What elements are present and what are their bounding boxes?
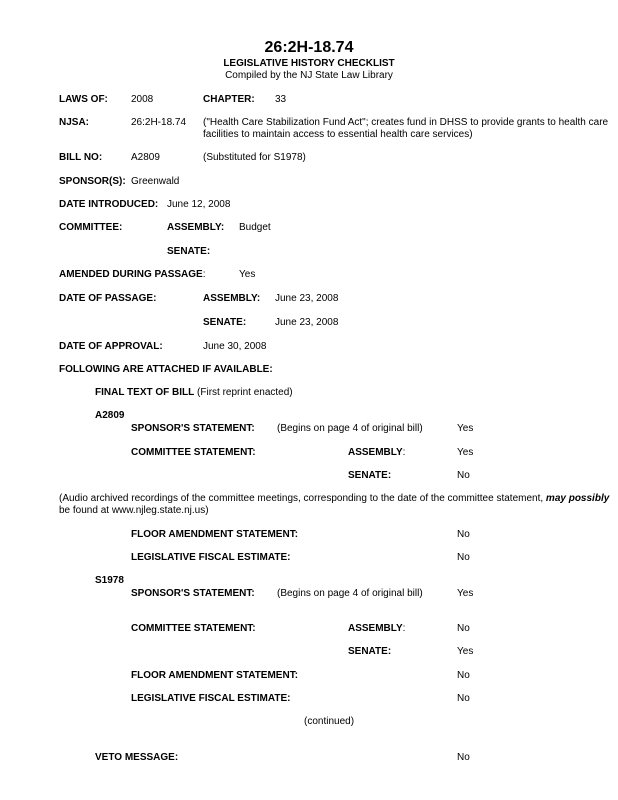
s1978-committee-assembly-label: ASSEMBLY: [348, 623, 403, 634]
s1978-heading: S1978: [95, 575, 124, 586]
s1978-fiscal-estimate-value: No: [457, 693, 470, 704]
date-introduced-label: DATE INTRODUCED:: [59, 199, 159, 210]
s1978-sponsor-statement-note: (Begins on page 4 of original bill): [277, 588, 423, 599]
a2809-committee-statement-label: COMMITTEE STATEMENT:: [131, 447, 256, 458]
s1978-floor-amendment-label: FLOOR AMENDMENT STATEMENT:: [131, 670, 299, 681]
committee-assembly-label: ASSEMBLY:: [167, 222, 225, 233]
committee-label: COMMITTEE:: [59, 222, 123, 233]
following-attached-heading: FOLLOWING ARE ATTACHED IF AVAILABLE:: [59, 364, 273, 375]
bill-no-note: (Substituted for S1978): [203, 152, 306, 163]
s1978-fiscal-estimate-label: LEGISLATIVE FISCAL ESTIMATE:: [131, 693, 291, 704]
date-of-passage-label: DATE OF PASSAGE:: [59, 293, 157, 304]
a2809-sponsor-statement-value: Yes: [457, 423, 474, 434]
s1978-committee-assembly-colon: :: [402, 623, 406, 634]
passage-assembly-value: June 23, 2008: [275, 293, 339, 304]
s1978-floor-amendment-value: No: [457, 670, 470, 681]
final-text-label: FINAL TEXT OF BILL: [95, 387, 195, 398]
a2809-sponsor-statement-note: (Begins on page 4 of original bill): [277, 423, 423, 434]
s1978-sponsor-statement-label: SPONSOR'S STATEMENT:: [131, 588, 255, 599]
s1978-committee-senate-value: Yes: [457, 646, 474, 657]
continued-note: (continued): [304, 716, 355, 727]
njsa-description-line2: facilities to maintain access to essential health care services): [203, 129, 473, 140]
audio-note-emphasis: may possibly: [545, 493, 610, 504]
bill-no-label: BILL NO:: [59, 152, 103, 163]
final-text-note: (First reprint enacted): [197, 387, 293, 398]
a2809-fiscal-estimate-value: No: [457, 552, 470, 563]
amended-value: Yes: [239, 269, 256, 280]
veto-message-value: No: [457, 752, 470, 763]
s1978-committee-assembly-row: [348, 623, 405, 635]
s1978-sponsor-statement-value: Yes: [457, 588, 474, 599]
a2809-committee-senate-value: No: [457, 470, 470, 481]
amended-label: AMENDED DURING PASSAGE: [59, 269, 203, 280]
a2809-committee-assembly-colon: :: [402, 447, 406, 458]
audio-note-line2: be found at www.njleg.state.nj.us): [59, 505, 209, 516]
njsa-value: 26:2H-18.74: [131, 117, 187, 128]
date-of-approval-value: June 30, 2008: [203, 341, 267, 352]
passage-senate-value: June 23, 2008: [275, 317, 339, 328]
s1978-committee-senate-label: SENATE:: [348, 646, 392, 657]
a2809-committee-assembly-row: [348, 447, 405, 459]
laws-of-value: 2008: [131, 94, 154, 105]
committee-senate-label: SENATE:: [167, 246, 211, 257]
laws-of-label: LAWS OF:: [59, 94, 108, 105]
chapter-value: 33: [275, 94, 287, 105]
njsa-label: NJSA:: [59, 117, 90, 128]
date-of-approval-label: DATE OF APPROVAL:: [59, 341, 163, 352]
amended-label-row: [59, 269, 206, 281]
a2809-committee-assembly-label: ASSEMBLY: [348, 447, 403, 458]
bill-no-value: A2809: [131, 152, 160, 163]
page-title: 26:2H-18.74: [264, 39, 354, 56]
sponsors-label: SPONSOR(S):: [59, 176, 126, 187]
njsa-description-line1: ("Health Care Stabilization Fund Act"; creates fund in DHSS to provide grants to health care: [203, 117, 609, 128]
amended-colon: :: [202, 269, 206, 280]
chapter-label: CHAPTER:: [203, 94, 255, 105]
audio-note-line1: [59, 493, 609, 505]
compiled-by: Compiled by the NJ State Law Library: [225, 70, 393, 81]
veto-message-label: VETO MESSAGE:: [95, 752, 179, 763]
a2809-floor-amendment-label: FLOOR AMENDMENT STATEMENT:: [131, 529, 299, 540]
committee-assembly-value: Budget: [239, 222, 271, 233]
page-subtitle: LEGISLATIVE HISTORY CHECKLIST: [223, 58, 395, 69]
sponsors-value: Greenwald: [131, 176, 180, 187]
a2809-fiscal-estimate-label: LEGISLATIVE FISCAL ESTIMATE:: [131, 552, 291, 563]
a2809-committee-assembly-value: Yes: [457, 447, 474, 458]
a2809-floor-amendment-value: No: [457, 529, 470, 540]
a2809-sponsor-statement-label: SPONSOR'S STATEMENT:: [131, 423, 255, 434]
s1978-committee-statement-label: COMMITTEE STATEMENT:: [131, 623, 256, 634]
date-introduced-value: June 12, 2008: [167, 199, 231, 210]
a2809-committee-senate-label: SENATE:: [348, 470, 392, 481]
audio-note-text: (Audio archived recordings of the committee meetings, corresponding to the date of the committee statement,: [59, 493, 546, 504]
final-text-row: [95, 387, 293, 399]
s1978-committee-assembly-value: No: [457, 623, 470, 634]
passage-assembly-label: ASSEMBLY:: [203, 293, 261, 304]
passage-senate-label: SENATE:: [203, 317, 247, 328]
a2809-heading: A2809: [95, 410, 125, 421]
